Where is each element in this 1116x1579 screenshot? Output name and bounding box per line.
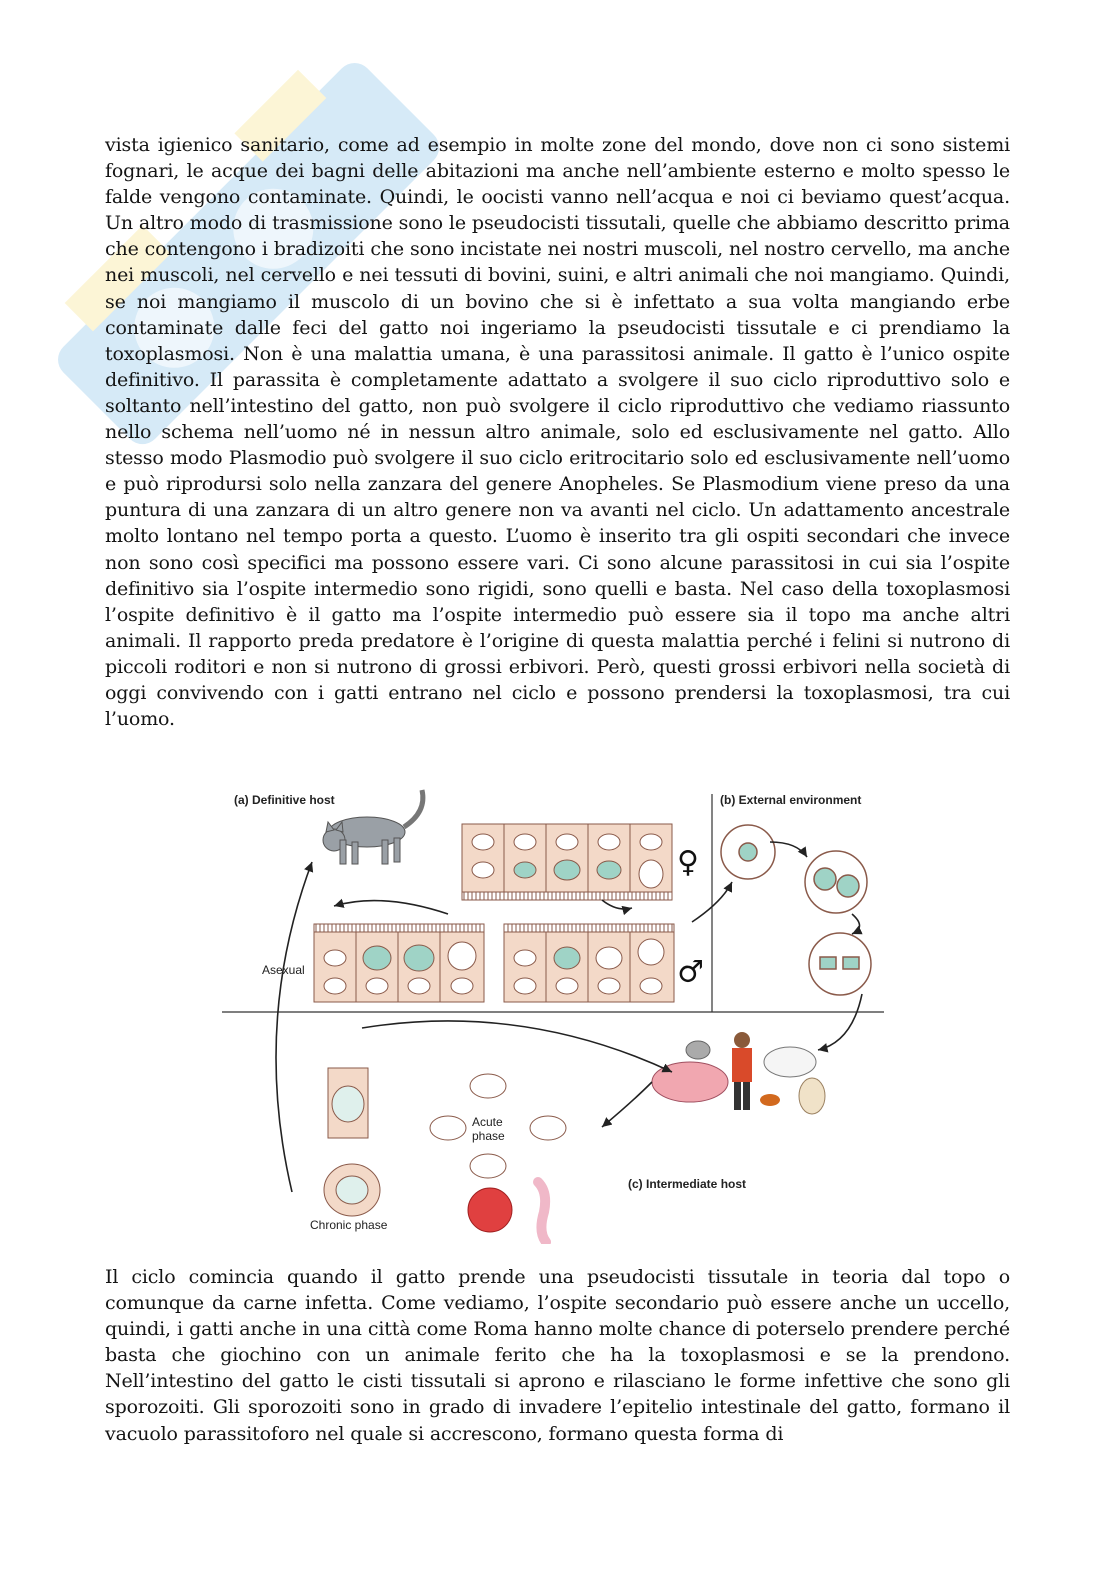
bird-icon <box>686 1041 710 1059</box>
epithelium-female <box>462 824 672 900</box>
toxoplasma-life-cycle-figure <box>222 782 884 1244</box>
label-definitive-host: (a) Definitive host <box>234 793 335 807</box>
cat-icon <box>323 790 423 864</box>
label-chronic-phase: Chronic phase <box>310 1218 388 1232</box>
oocyst-stages <box>721 825 871 995</box>
pregnant-woman-icon <box>538 1182 546 1242</box>
body-paragraph-2: Il ciclo comincia quando il gatto prende una pseudocisti tissutale in teoria dal topo o comunque da carne infetta. Come vediamo, l’ospite secondario può essere anche un uccello, quindi, i gatti anche in una città come Roma hanno molte chance di poterselo prendere perché basta che giochino con un animale ferito che ha la toxoplasmosi e se la prendono. Nell’intestino del gatto le cisti tissutali si aprono e rilasciano le forme infettive che sono gli sporozoiti. Gli sporozoiti sono in grado di invadere l’epitelio intestinale del gatto, formano il vacuolo parassitoforo nel quale si accrescono, formano questa forma di <box>105 1266 1010 1445</box>
female-symbol: ♀ <box>677 845 699 880</box>
body-paragraph-1: vista igienico sanitario, come ad esempio in molte zone del mondo, dove non ci sono sistemi fognari, le acque dei bagni delle abitazioni ma anche nell’ambiente esterno e molto spesso le falde vengono contaminate. Quindi, le oocisti vanno nell’acqua e noi ci beviamo quest’acqua. Un altro modo di trasmissione sono le pseudocisti tissutali, quelle che abbiamo descritto prima che contengono i bradizoiti che sono incistate nei nostri muscoli, nel nostro cervello, ma anche nei muscoli, nel cervello e nei tessuti di bovini, suini, e altri animali che noi mangiamo. Quindi, se noi mangiamo il muscolo di un bovino che si è infettato a sua volta mangiando erbe contaminate dalle feci del gatto noi ingeriamo la pseudocisti tissutale e ci prendiamo la toxoplasmosi. Non è una malattia umana, è una parassitosi animale. Il gatto è l’unico ospite definitivo. Il parassita è completamente adattato a svolgere il suo ciclo riproduttivo solo e soltanto nell’intestino del gatto, non può svolgere il ciclo riproduttivo che vediamo riassunto nello schema nell’uomo né in nessun altro animale, solo ed esclusivamente nel gatto. Allo stesso modo Plasmodio può svolgere il suo ciclo eritrocitario solo ed esclusivamente nell’uomo e può riprodursi solo nella zanzara del genere Anopheles. Se Plasmodium viene preso da una puntura di una zanzara di un altro genere non va avanti nel ciclo. Un adattamento ancestrale molto lontano nel tempo porta a questo. L’uomo è inserito tra gli ospiti secondari che invece non sono così specifici ma possono essere vari. Ci sono alcune parassitosi in cui sia l’ospite definitivo sia l’ospite intermedio sono rigidi, sono quelli e basta. Nel caso della toxoplasmosi l’ospite definitivo è il gatto ma l’ospite intermedio può essere sia il topo ma anche altri animali. Il rapporto preda predatore è l’origine di questa malattia perché i felini si nutrono di piccoli roditori e non si nutrono di grossi erbivori. Però, questi grossi erbivori nella società di oggi convivendo con i gatti entrano nel ciclo e possono prendersi la toxoplasmosi, tra cui l’uomo. <box>105 134 1010 731</box>
epithelium-male <box>504 924 674 1002</box>
label-asexual: Asexual <box>262 963 305 977</box>
tissue-cyst <box>324 1068 380 1216</box>
male-symbol: ♂ <box>677 955 704 990</box>
fetus-icon <box>468 1188 512 1232</box>
owl-icon <box>799 1078 825 1114</box>
label-external-environment: (b) External environment <box>720 793 862 807</box>
label-acute-phase: phase <box>472 1129 505 1143</box>
sheep-icon <box>764 1047 816 1077</box>
human-icon <box>732 1032 752 1110</box>
label-intermediate-host: (c) Intermediate host <box>628 1177 747 1191</box>
label-acute: Acute <box>472 1115 503 1129</box>
epithelium-asexual <box>314 924 484 1002</box>
mouse-icon <box>760 1094 780 1106</box>
